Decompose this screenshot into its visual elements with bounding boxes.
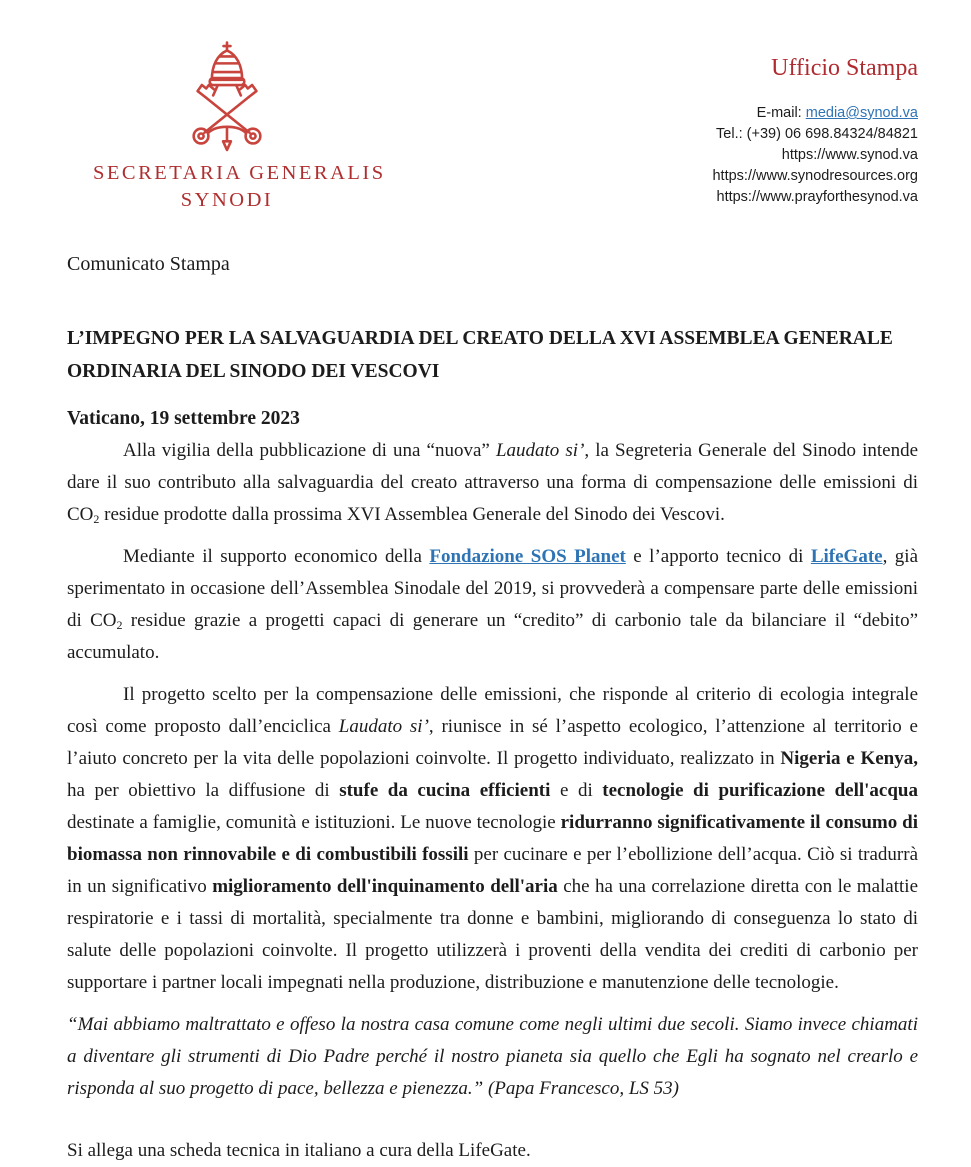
contact-url-synodresources: https://www.synodresources.org [712,168,918,184]
org-name-line1: SECRETARIA GENERALIS [93,162,386,184]
body-text [67,435,918,1105]
inline-link[interactable]: Fondazione SOS Planet [429,546,626,567]
letterhead [67,40,918,214]
headline: L’IMPEGNO PER LA SALVAGUARDIA DEL CREATO DELLA XVI ASSEMBLEA GENERALE ORDINARIA DEL SINODO DEI VESCOVI [67,328,893,382]
email-label: E-mail: [756,105,806,121]
contact-tel-line: Tel.: (+39) 06 698.84324/84821 [716,126,918,142]
office-title: Ufficio Stampa [771,55,918,81]
contact-url-prayforthesynod: https://www.prayforthesynod.va [716,189,918,205]
contact-url-synod: https://www.synod.va [781,147,918,163]
inline-link[interactable]: LifeGate [810,546,883,567]
closing-line: Si allega una scheda tecnica in italiano a cura della LifeGate. [67,1140,531,1161]
contact-email-line [712,103,918,124]
org-name [93,160,386,214]
org-name-line2: SYNODI [180,189,274,211]
paragraph-1: Alla vigilia della pubblicazione di una “nuova” Laudato si’, la Segreteria Generale del Sinodo intende dare il suo contributo alla salvaguardia del creato attraverso una forma di compensazione delle emissioni di $CO_2$ residue prodotte dalla prossima XVI Assemblea Generale del Sinodo dei Vescovi. [67,440,919,526]
press-release-kicker: Comunicato Stampa [67,253,230,275]
paragraph-3: Il progetto scelto per la compensazione delle emissioni, che risponde al criterio di ecologia integrale così come proposto dall’enciclica Laudato si’, riunisce in sé l’aspetto ecologico, l’attenzione al territorio e l’aiuto concreto per la vita delle popolazioni coinvolte. Il progetto individuato, realizzato in Nigeria e Kenya, ha per obiettivo la diffusione di stufe da cucina efficienti e di tecnologie di purificazione dell'acqua destinate a famiglie, comunità e istituzioni. Le nuove tecnologie ridurranno significativamente il consumo di biomassa non rinnovabile e di combustibili fossili per cucinare e per l’ebollizione dell’acqua. Ciò si tradurrà in un significativo miglioramento dell'inquinamento dell'aria che ha una correlazione diretta con le malattie respiratorie e i tassi di mortalità, specialmente tra donne e bambini, migliorando di conseguenza lo stato di salute delle popolazioni coinvolte. Il progetto utilizzerà i proventi della vendita dei crediti di carbonio per supportare i partner locali impegnati nella produzione, distribuzione e manutenzione delle tecnologie. [67,684,919,993]
synod-brand-block [93,40,386,214]
pope-quote: “Mai abbiamo maltrattato e offeso la nostra casa comune come negli ultimi due secoli. Siamo invece chiamati a diventare gli strumenti di Dio Padre perché il nostro pianeta sia quello che Egli ha sognato nel crearlo e risponda al suo progetto di pace, bellezza e pienezza.” (Papa Francesco, LS 53) [67,1014,918,1099]
dateline: Vaticano, 19 settembre 2023 [67,408,300,429]
paragraph-2: Mediante il supporto economico della Fondazione SOS Planet e l’apporto tecnico di LifeGate, già sperimentato in occasione dell’Assemblea Sinodale del 2019, si provvederà a compensare parte delle emissioni di $CO_2$ residue grazie a progetti capaci di generare un “credito” di carbonio tale da bilanciare il “debito” accumulato. [67,546,919,663]
press-office-block [712,40,918,208]
email-link[interactable]: media@synod.va [805,105,918,121]
contact-info [712,103,918,208]
papal-tiara-crossed-keys-icon [175,40,279,156]
